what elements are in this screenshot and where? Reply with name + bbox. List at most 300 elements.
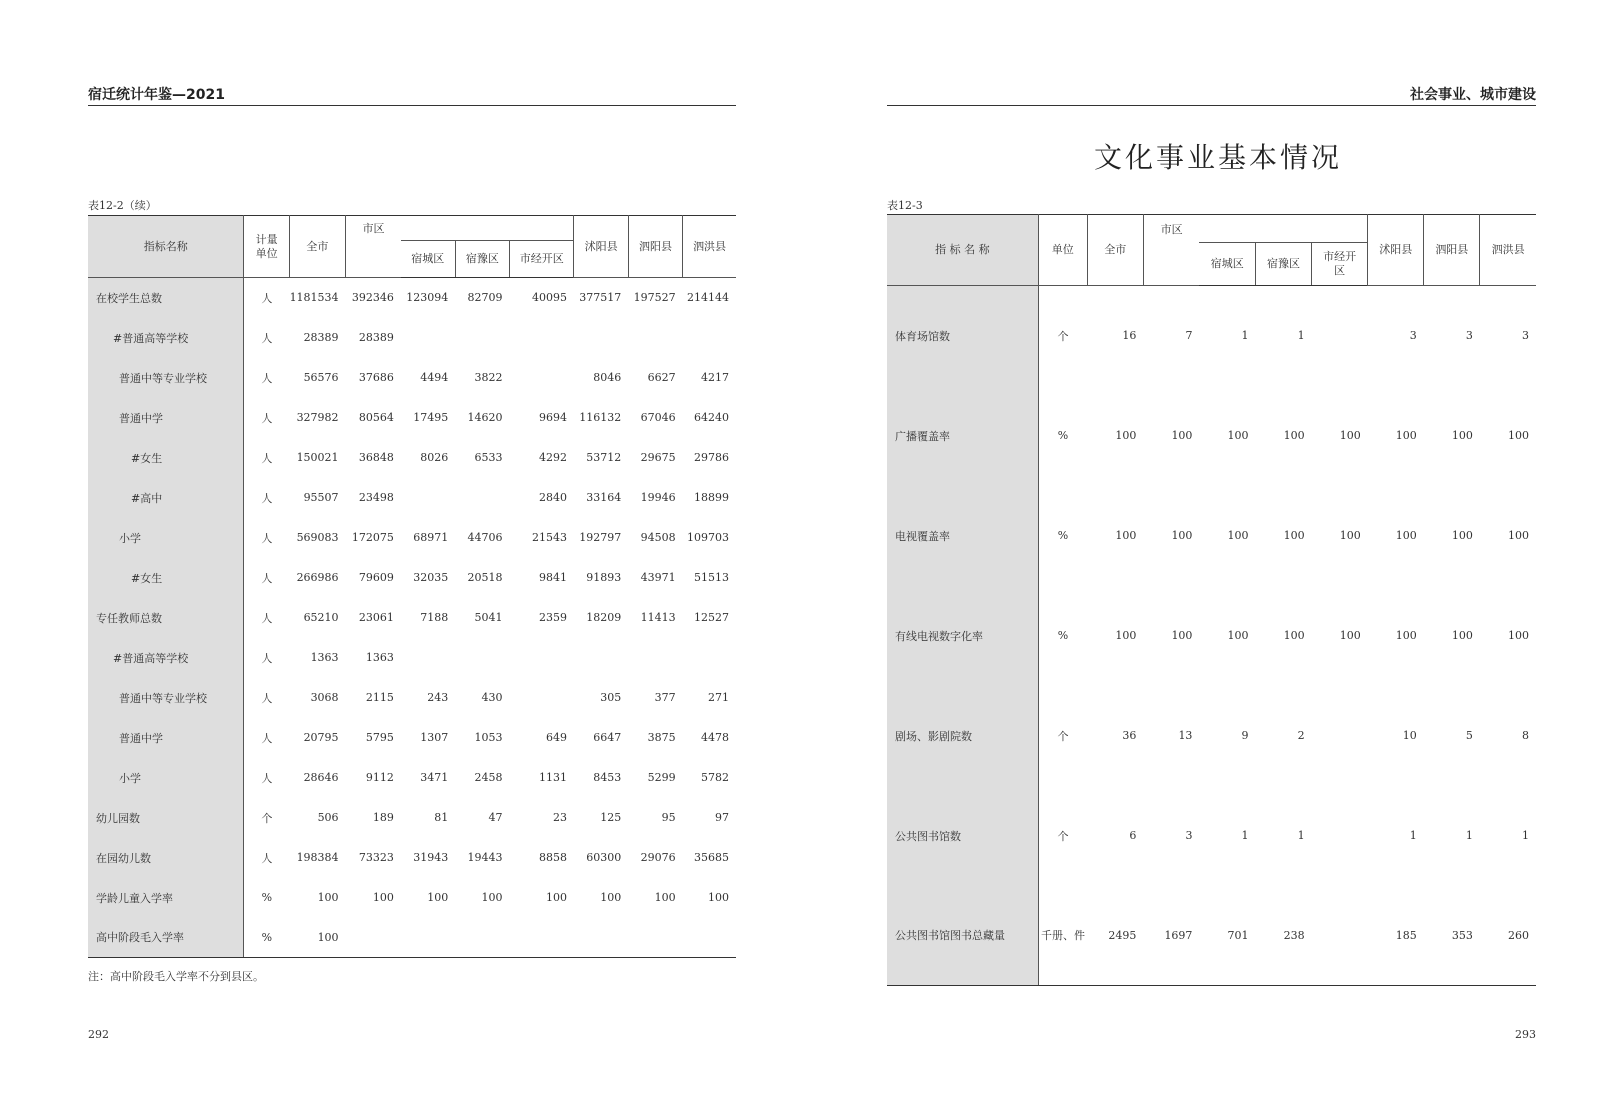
table-cell [510, 918, 574, 958]
table-cell: 192797 [579, 531, 622, 544]
table-cell: 2 [1297, 729, 1305, 742]
table-row [887, 786, 1536, 886]
table-cell: 19946 [640, 491, 676, 504]
table-cell: 100 [1115, 529, 1137, 542]
table-cell: 6 [1129, 829, 1137, 842]
table-cell: 100 [1115, 629, 1137, 642]
table-cell: 430 [481, 691, 503, 704]
col-header-urban-span [401, 216, 574, 241]
col-header-suchengqu: 宿城区 [1199, 243, 1255, 286]
row-unit: 人 [261, 371, 273, 385]
table-label-left: 表12-2（续） [88, 199, 157, 212]
row-unit: 人 [261, 651, 273, 665]
table-cell: 56576 [303, 371, 339, 384]
col-header-siyang: 泗阳县 [628, 216, 682, 278]
table-cell: 94508 [640, 531, 676, 544]
row-label: 体育场馆数 [887, 286, 1038, 386]
table-cell: 6647 [593, 731, 622, 744]
table-cell: 20795 [303, 731, 339, 744]
table-cell: 100 [654, 891, 676, 904]
table-row [887, 286, 1536, 386]
row-unit: 个 [1057, 829, 1069, 843]
table-cell: 28389 [358, 331, 394, 344]
table-cell: 44706 [467, 531, 503, 544]
table-cell: 9841 [538, 571, 567, 584]
table-row [887, 586, 1536, 686]
row-label: 普通中等专业学校 [88, 358, 244, 398]
col-header-kaifaqu: 市经开区 [1312, 243, 1368, 286]
table-cell: 100 [1227, 429, 1249, 442]
col-header-indicator: 指标名称 [88, 216, 244, 278]
table-cell: 4217 [701, 371, 729, 384]
table-cell [401, 918, 455, 958]
table-cell: 100 [1395, 429, 1417, 442]
row-unit: 个 [1057, 729, 1069, 743]
header-rule-right [887, 105, 1536, 106]
table-row [88, 398, 736, 438]
col-header-city: 全市 [289, 216, 345, 278]
table-cell: 100 [1451, 529, 1473, 542]
row-label: 普通中学 [88, 398, 244, 438]
table-row [88, 918, 736, 958]
table-cell: 2840 [538, 491, 567, 504]
table-cell: 271 [708, 691, 729, 704]
table-cell: 198384 [296, 851, 339, 864]
table-cell: 23061 [358, 611, 394, 624]
table-cell: 3822 [474, 371, 503, 384]
table-cell [455, 318, 509, 358]
table-cell: 9 [1241, 729, 1249, 742]
table-cell: 91893 [586, 571, 622, 584]
table-cell: 36848 [358, 451, 394, 464]
row-label: 剧场、影剧院数 [887, 686, 1038, 786]
col-header-siyang: 泗阳县 [1424, 215, 1480, 286]
col-header-suyuqu: 宿豫区 [1256, 243, 1312, 286]
table-cell [510, 678, 574, 718]
table-cell: 5041 [474, 611, 503, 624]
table-cell: 4494 [420, 371, 449, 384]
table-cell: 16 [1122, 329, 1137, 343]
table-cell: 327982 [296, 411, 339, 424]
table-cell: 3471 [420, 771, 449, 784]
table-cell: 1131 [538, 771, 567, 784]
row-unit: 人 [261, 291, 273, 305]
table-cell: 100 [1283, 529, 1305, 542]
table-cell: 8858 [538, 851, 567, 864]
table-cell: 23 [552, 811, 567, 824]
col-header-kaifaqu: 市经开区 [510, 241, 574, 278]
table-cell: 100 [1227, 629, 1249, 642]
col-header-shuyang: 沭阳县 [574, 216, 628, 278]
row-label: 广播覆盖率 [887, 386, 1038, 486]
table-row [88, 798, 736, 838]
row-unit: % [1057, 629, 1069, 642]
table-cell: 100 [1451, 429, 1473, 442]
row-unit: 人 [261, 851, 273, 865]
col-header-indicator: 指 标 名 称 [887, 215, 1038, 286]
table-cell: 28389 [303, 331, 339, 344]
table-cell: 1 [1409, 829, 1417, 842]
table-cell: 100 [372, 891, 394, 904]
table-cell [401, 318, 455, 358]
table-cell: 1053 [474, 731, 503, 744]
table-cell: 3875 [647, 731, 676, 744]
table-cell: 3 [1185, 829, 1193, 842]
table-cell [1312, 286, 1368, 386]
col-header-urban-span [1199, 215, 1367, 243]
table-cell: 1 [1522, 829, 1529, 842]
table-cell: 1 [1297, 329, 1305, 343]
table-cell: 60300 [586, 851, 622, 864]
page-number-left: 292 [88, 1028, 109, 1041]
table-cell: 37686 [358, 371, 394, 384]
table-cell: 701 [1199, 886, 1255, 986]
row-unit: 人 [261, 531, 273, 545]
right-page [804, 0, 1609, 1099]
running-head-left: 宿迁统计年鉴—2021 [88, 87, 225, 103]
col-header-urban: 市区 [1143, 215, 1199, 286]
table-cell: 5782 [701, 771, 729, 784]
table-cell: 31943 [413, 851, 449, 864]
table-cell: 33164 [586, 491, 622, 504]
table-cell: 65210 [303, 611, 339, 624]
row-label: #女生 [88, 558, 244, 598]
table-cell: 238 [1256, 886, 1312, 986]
table-cell: 35685 [694, 851, 729, 864]
table-cell: 2495 [1087, 886, 1143, 986]
table-cell: 116132 [579, 411, 622, 424]
row-unit: 个 [1057, 329, 1069, 343]
table-cell [455, 638, 509, 678]
footnote: 注：高中阶段毛入学率不分到县区。 [88, 970, 264, 983]
table-cell: 28646 [303, 771, 339, 784]
table-cell: 2458 [474, 771, 503, 784]
col-header-sihong: 泗洪县 [1480, 215, 1536, 286]
table-row [88, 478, 736, 518]
table-cell: 100 [1339, 429, 1361, 442]
table-cell: 1 [1465, 829, 1473, 842]
table-cell: 5795 [365, 731, 394, 744]
table-cell [1312, 686, 1368, 786]
row-label: 小学 [88, 518, 244, 558]
table-cell [510, 638, 574, 678]
table-cell: 100 [1227, 529, 1249, 542]
table-cell: 7188 [420, 611, 449, 624]
table-cell: 23498 [358, 491, 394, 504]
table-cell [1312, 786, 1368, 886]
table-cell: 1 [1241, 329, 1249, 343]
table-cell: 19443 [467, 851, 503, 864]
table-cell: 29076 [640, 851, 676, 864]
table-cell: 100 [317, 891, 339, 904]
table-cell: 4292 [538, 451, 567, 464]
row-label: 普通中学 [88, 718, 244, 758]
row-unit: % [1057, 429, 1069, 442]
table-cell: 95 [661, 811, 676, 824]
page-title: 文化事业基本情况 [1094, 141, 1343, 174]
table-cell [510, 318, 574, 358]
table-cell: 100 [545, 891, 567, 904]
table-cell: 8026 [420, 451, 449, 464]
table-cell [683, 918, 736, 958]
row-unit: 人 [261, 451, 273, 465]
table-cell: 189 [372, 811, 394, 824]
row-label: 小学 [88, 758, 244, 798]
table-cell: 32035 [413, 571, 449, 584]
table-cell: 21543 [531, 531, 567, 544]
table-cell: 47 [488, 811, 503, 824]
row-unit: % [1057, 529, 1069, 542]
table-cell: 266986 [296, 571, 339, 584]
table-cell: 123094 [406, 291, 449, 305]
row-unit: 人 [261, 571, 273, 585]
table-cell: 305 [600, 691, 622, 704]
table-cell: 100 [1395, 629, 1417, 642]
table-cell: 100 [289, 918, 345, 958]
table-row [88, 438, 736, 478]
row-label: 学龄儿童入学率 [88, 878, 244, 918]
table-cell: 100 [1339, 629, 1361, 642]
table-cell: 6533 [474, 451, 503, 464]
table-cell: 100 [1395, 529, 1417, 542]
table-row [88, 278, 736, 318]
table-cell: 68971 [413, 531, 449, 544]
table-row [887, 686, 1536, 786]
table-row [88, 678, 736, 718]
table-cell: 17495 [413, 411, 449, 424]
row-label: 幼儿园数 [88, 798, 244, 838]
row-unit: 人 [261, 611, 273, 625]
table-cell: 40095 [531, 291, 567, 305]
table-cell: 95507 [303, 491, 339, 504]
table-cell: 377517 [579, 291, 622, 305]
row-label: 在园幼儿数 [88, 838, 244, 878]
table-cell: 20518 [467, 571, 503, 584]
table-cell: 2359 [538, 611, 567, 624]
table-cell [510, 358, 574, 398]
table-cell: 3068 [310, 691, 339, 704]
table-cell: 100 [1508, 629, 1529, 642]
table-row [88, 598, 736, 638]
col-header-suyuqu: 宿豫区 [455, 241, 509, 278]
table-row [88, 558, 736, 598]
row-unit: % [244, 918, 289, 958]
table-cell: 6627 [647, 371, 676, 384]
table-cell: 67046 [640, 411, 676, 424]
running-head-right: 社会事业、城市建设 [1410, 87, 1536, 103]
row-label: 电视覆盖率 [887, 486, 1038, 586]
table-cell: 100 [481, 891, 503, 904]
table-cell: 8453 [593, 771, 622, 784]
row-unit: 人 [261, 771, 273, 785]
table-row [88, 878, 736, 918]
table-cell: 29675 [640, 451, 676, 464]
table-cell: 1 [1297, 829, 1305, 842]
row-label: #普通高等学校 [88, 638, 244, 678]
row-unit: 千册、件 [1038, 886, 1087, 986]
table-row [88, 638, 736, 678]
col-header-unit: 单位 [1038, 215, 1087, 286]
table-cell: 1307 [420, 731, 449, 744]
table-cell: 64240 [694, 411, 729, 424]
table-cell: 100 [1508, 529, 1529, 542]
row-label: 公共图书馆图书总藏量 [887, 886, 1038, 986]
row-label: 有线电视数字化率 [887, 586, 1038, 686]
table-cell [683, 318, 736, 358]
table-cell: 8046 [593, 371, 622, 384]
table-cell: 3 [1465, 329, 1473, 343]
row-unit: 个 [261, 811, 273, 825]
col-header-shuyang: 沭阳县 [1368, 215, 1424, 286]
table-cell: 29786 [694, 451, 729, 464]
row-label: 普通中等专业学校 [88, 678, 244, 718]
table-cell: 100 [1171, 429, 1193, 442]
table-row [88, 758, 736, 798]
table-row [887, 386, 1536, 486]
table-cell: 18899 [694, 491, 729, 504]
table-cell [628, 918, 682, 958]
table-cell: 1363 [310, 651, 339, 664]
table-cell: 100 [1451, 629, 1473, 642]
table-cell: 125 [600, 811, 622, 824]
table-cell: 12527 [694, 611, 729, 624]
row-label: 专任教师总数 [88, 598, 244, 638]
table-cell: 9694 [538, 411, 567, 424]
table-cell: 569083 [296, 531, 339, 544]
left-page [0, 0, 804, 1099]
table-cell: 18209 [586, 611, 622, 624]
table-cell: 1363 [365, 651, 394, 664]
row-unit: 人 [261, 491, 273, 505]
col-header-sihong: 泗洪县 [683, 216, 736, 278]
table-cell: 81 [434, 811, 449, 824]
table-cell: 36 [1122, 729, 1137, 742]
table-cell: 51513 [694, 571, 729, 584]
table-cell: 1697 [1143, 886, 1199, 986]
table-cell: 3 [1409, 329, 1417, 343]
table-cell: 79609 [358, 571, 394, 584]
page-number-right: 293 [1515, 1028, 1536, 1041]
row-label: 高中阶段毛入学率 [88, 918, 244, 958]
table-cell: 100 [1283, 429, 1305, 442]
table-cell: 353 [1424, 886, 1480, 986]
table-cell [574, 918, 628, 958]
table-cell [401, 478, 455, 518]
table-cell: 2115 [365, 691, 394, 704]
table-cell [574, 318, 628, 358]
table-cell: 172075 [351, 531, 394, 544]
table-cell: 3 [1522, 329, 1529, 343]
table-cell: 14620 [467, 411, 503, 424]
table-cell: 377 [654, 691, 676, 704]
table-cell: 100 [1339, 529, 1361, 542]
col-header-unit: 计量单位 [244, 216, 289, 278]
table-row [887, 486, 1536, 586]
table-cell: 5 [1465, 729, 1473, 742]
table-cell: 80564 [358, 411, 394, 424]
table-cell [683, 638, 736, 678]
table-cell: 13 [1178, 729, 1193, 742]
table-cell: 1 [1241, 829, 1249, 842]
table-cell: 649 [545, 731, 567, 744]
table-cell: 8 [1522, 729, 1529, 742]
table-cell [455, 478, 509, 518]
table-cell [628, 638, 682, 678]
table-cell [628, 318, 682, 358]
table-cell [1312, 886, 1368, 986]
row-unit: 人 [261, 731, 273, 745]
row-label: #普通高等学校 [88, 318, 244, 358]
culture-table [887, 214, 1536, 986]
row-label: 公共图书馆数 [887, 786, 1038, 886]
table-cell: 1181534 [289, 291, 339, 305]
table-cell: 100 [600, 891, 622, 904]
table-row [887, 886, 1536, 986]
col-header-city: 全市 [1087, 215, 1143, 286]
table-cell: 100 [708, 891, 729, 904]
row-label: #高中 [88, 478, 244, 518]
table-cell [346, 918, 401, 958]
table-cell: 100 [1115, 429, 1137, 442]
table-row [88, 518, 736, 558]
row-unit: 人 [261, 331, 273, 345]
table-cell: 97 [715, 811, 729, 824]
col-header-urban: 市区 [346, 216, 401, 278]
table-cell: 10 [1402, 729, 1417, 742]
row-unit: 人 [261, 691, 273, 705]
table-cell: 5299 [647, 771, 676, 784]
table-cell: 100 [1171, 529, 1193, 542]
table-cell: 53712 [586, 451, 622, 464]
table-cell: 9112 [365, 771, 394, 784]
table-cell: 109703 [687, 531, 729, 544]
table-cell: 185 [1368, 886, 1424, 986]
table-cell [401, 638, 455, 678]
table-label-right: 表12-3 [887, 199, 923, 212]
table-cell: 11413 [640, 611, 676, 624]
table-row [88, 718, 736, 758]
table-cell: 100 [1508, 429, 1529, 442]
table-cell: 73323 [358, 851, 394, 864]
row-label: #女生 [88, 438, 244, 478]
table-cell: 100 [427, 891, 449, 904]
table-cell: 197527 [633, 291, 676, 305]
table-row [88, 318, 736, 358]
table-cell: 100 [1171, 629, 1193, 642]
row-unit: % [261, 891, 273, 904]
table-cell: 392346 [351, 291, 394, 305]
table-cell: 260 [1480, 886, 1536, 986]
table-row [88, 838, 736, 878]
education-table [88, 215, 736, 958]
row-unit: 人 [261, 411, 273, 425]
row-label: 在校学生总数 [88, 278, 244, 318]
table-cell [574, 638, 628, 678]
table-cell: 43971 [640, 571, 676, 584]
table-cell: 506 [317, 811, 339, 824]
header-rule-left [88, 105, 736, 106]
table-cell: 7 [1185, 329, 1193, 343]
table-cell: 100 [1283, 629, 1305, 642]
col-header-suchengqu: 宿城区 [401, 241, 455, 278]
table-cell: 214144 [687, 291, 729, 305]
table-cell [455, 918, 509, 958]
table-cell: 243 [427, 691, 449, 704]
table-cell: 82709 [467, 291, 503, 305]
table-cell: 4478 [701, 731, 729, 744]
table-cell: 150021 [296, 451, 339, 464]
table-row [88, 358, 736, 398]
